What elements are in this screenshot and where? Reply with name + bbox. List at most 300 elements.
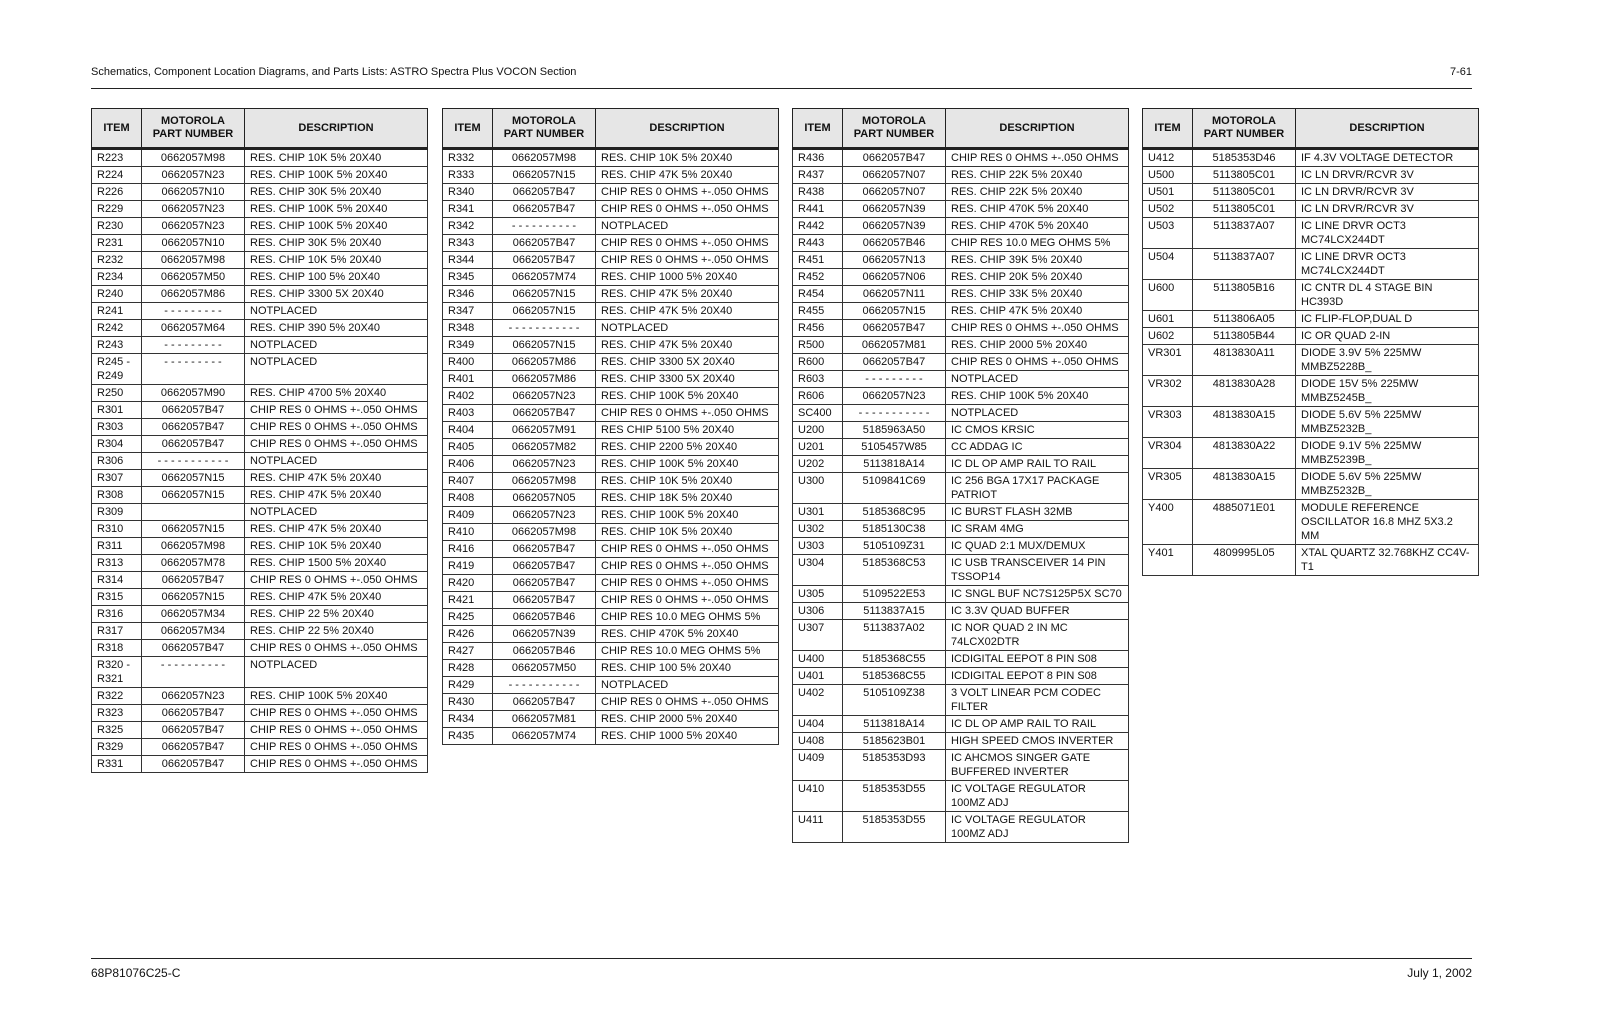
part-number-cell: 0662057N15 bbox=[493, 303, 596, 320]
description-cell: RES. CHIP 1000 5% 20X40 bbox=[596, 728, 779, 745]
part-number-cell: 5105109Z38 bbox=[843, 685, 946, 716]
description-cell: RES. CHIP 22 5% 20X40 bbox=[245, 623, 428, 640]
description-cell: IF 4.3V VOLTAGE DETECTOR bbox=[1296, 149, 1479, 167]
item-cell: R226 bbox=[92, 184, 142, 201]
header-part-number: MOTOROLA PART NUMBER bbox=[843, 109, 946, 149]
item-cell: U600 bbox=[1143, 280, 1193, 311]
table-row bbox=[443, 303, 779, 320]
item-cell: R345 bbox=[443, 269, 493, 286]
item-cell: R409 bbox=[443, 507, 493, 524]
table-row bbox=[443, 575, 779, 592]
item-cell: R455 bbox=[793, 303, 843, 320]
table-row bbox=[443, 235, 779, 252]
table-row bbox=[92, 354, 428, 385]
table-row bbox=[92, 504, 428, 521]
description-cell: RES. CHIP 47K 5% 20X40 bbox=[245, 470, 428, 487]
table-row bbox=[793, 320, 1129, 337]
item-cell: R250 bbox=[92, 385, 142, 402]
item-cell: R317 bbox=[92, 623, 142, 640]
part-number-cell: 5185963A50 bbox=[843, 422, 946, 439]
table-row bbox=[92, 756, 428, 773]
part-number-cell: 0662057M78 bbox=[142, 555, 245, 572]
description-cell: CHIP RES 0 OHMS +-.050 OHMS bbox=[596, 575, 779, 592]
table-row bbox=[92, 606, 428, 623]
table-row bbox=[92, 487, 428, 504]
description-cell: CHIP RES 0 OHMS +-.050 OHMS bbox=[596, 694, 779, 711]
item-cell: R405 bbox=[443, 439, 493, 456]
description-cell: IC LN DRVR/RCVR 3V bbox=[1296, 184, 1479, 201]
table-row bbox=[443, 252, 779, 269]
item-cell: R241 bbox=[92, 303, 142, 320]
description-cell: RES. CHIP 47K 5% 20X40 bbox=[245, 521, 428, 538]
part-number-cell: 5109841C69 bbox=[843, 473, 946, 504]
table-row bbox=[1143, 500, 1479, 545]
item-cell: R306 bbox=[92, 453, 142, 470]
description-cell: CHIP RES 0 OHMS +-.050 OHMS bbox=[245, 739, 428, 756]
part-number-cell: 5113805B44 bbox=[1193, 328, 1296, 345]
part-number-cell: 0662057N23 bbox=[843, 388, 946, 405]
part-number-cell: 0662057N15 bbox=[142, 521, 245, 538]
part-number-cell: 0662057B47 bbox=[493, 252, 596, 269]
part-number-cell: 5113837A15 bbox=[843, 603, 946, 620]
table-row bbox=[1143, 201, 1479, 218]
part-number-cell: 0662057N15 bbox=[493, 286, 596, 303]
item-cell: R347 bbox=[443, 303, 493, 320]
description-cell: CHIP RES 0 OHMS +-.050 OHMS bbox=[245, 756, 428, 773]
item-cell: R224 bbox=[92, 167, 142, 184]
part-number-cell: 5113818A14 bbox=[843, 456, 946, 473]
description-cell: DIODE 3.9V 5% 225MW MMBZ5228B_ bbox=[1296, 345, 1479, 376]
item-cell: U302 bbox=[793, 521, 843, 538]
table-row bbox=[793, 586, 1129, 603]
table-row bbox=[793, 286, 1129, 303]
description-cell: CHIP RES 10.0 MEG OHMS 5% bbox=[946, 235, 1129, 252]
part-number-cell: 0662057B47 bbox=[142, 436, 245, 453]
item-cell: Y400 bbox=[1143, 500, 1193, 545]
table-row bbox=[92, 623, 428, 640]
description-cell: RES. CHIP 47K 5% 20X40 bbox=[596, 337, 779, 354]
description-cell: RES. CHIP 3300 5X 20X40 bbox=[596, 371, 779, 388]
table-row bbox=[443, 371, 779, 388]
part-number-cell: - - - - - - - - - - bbox=[493, 218, 596, 235]
description-cell: RES. CHIP 100 5% 20X40 bbox=[596, 660, 779, 677]
part-number-cell: 0662057B47 bbox=[142, 739, 245, 756]
item-cell: U500 bbox=[1143, 167, 1193, 184]
item-cell: R407 bbox=[443, 473, 493, 490]
part-number-cell: 0662057N23 bbox=[493, 507, 596, 524]
table-row bbox=[443, 592, 779, 609]
table-row bbox=[92, 419, 428, 436]
item-cell: U409 bbox=[793, 750, 843, 781]
item-cell: R325 bbox=[92, 722, 142, 739]
header-item: ITEM bbox=[443, 109, 493, 149]
description-cell: MODULE REFERENCE OSCILLATOR 16.8 MHZ 5X3.2 MM bbox=[1296, 500, 1479, 545]
item-cell: R315 bbox=[92, 589, 142, 606]
table-row bbox=[92, 167, 428, 184]
item-cell: R406 bbox=[443, 456, 493, 473]
item-cell: R401 bbox=[443, 371, 493, 388]
table-row bbox=[92, 555, 428, 572]
description-cell: CHIP RES 0 OHMS +-.050 OHMS bbox=[596, 592, 779, 609]
description-cell: IC QUAD 2:1 MUX/DEMUX bbox=[946, 538, 1129, 555]
part-number-cell: 5105457W85 bbox=[843, 439, 946, 456]
description-cell: IC 256 BGA 17X17 PACKAGE PATRIOT bbox=[946, 473, 1129, 504]
table-row bbox=[793, 354, 1129, 371]
part-number-cell bbox=[142, 504, 245, 521]
item-cell: R437 bbox=[793, 167, 843, 184]
item-cell: R243 bbox=[92, 337, 142, 354]
part-number-cell: 0662057M98 bbox=[493, 473, 596, 490]
description-cell: XTAL QUARTZ 32.768KHZ CC4V-T1 bbox=[1296, 545, 1479, 576]
part-number-cell: 0662057N07 bbox=[843, 184, 946, 201]
description-cell: RES. CHIP 1000 5% 20X40 bbox=[596, 269, 779, 286]
part-number-cell: 0662057B47 bbox=[493, 405, 596, 422]
item-cell: R500 bbox=[793, 337, 843, 354]
table-row bbox=[92, 320, 428, 337]
description-cell: CHIP RES 0 OHMS +-.050 OHMS bbox=[596, 235, 779, 252]
item-cell: R434 bbox=[443, 711, 493, 728]
part-number-cell: 0662057N39 bbox=[493, 626, 596, 643]
part-number-cell: 0662057M34 bbox=[142, 606, 245, 623]
description-cell: IC OR QUAD 2-IN bbox=[1296, 328, 1479, 345]
table-row bbox=[793, 668, 1129, 685]
description-cell: IC VOLTAGE REGULATOR 100MZ ADJ bbox=[946, 812, 1129, 843]
table-row bbox=[92, 252, 428, 269]
table-row bbox=[92, 201, 428, 218]
table-row bbox=[443, 677, 779, 694]
description-cell: CHIP RES 0 OHMS +-.050 OHMS bbox=[245, 640, 428, 657]
part-number-cell: 4813830A28 bbox=[1193, 376, 1296, 407]
description-cell: DIODE 5.6V 5% 225MW MMBZ5232B_ bbox=[1296, 407, 1479, 438]
item-cell: U304 bbox=[793, 555, 843, 586]
table-row bbox=[92, 385, 428, 402]
description-cell: RES. CHIP 100K 5% 20X40 bbox=[946, 388, 1129, 405]
description-cell: RES. CHIP 39K 5% 20X40 bbox=[946, 252, 1129, 269]
table-row bbox=[1143, 345, 1479, 376]
item-cell: R416 bbox=[443, 541, 493, 558]
part-number-cell: - - - - - - - - - bbox=[142, 354, 245, 385]
description-cell: CHIP RES 10.0 MEG OHMS 5% bbox=[596, 643, 779, 660]
part-number-cell: 0662057M64 bbox=[142, 320, 245, 337]
description-cell: CHIP RES 0 OHMS +-.050 OHMS bbox=[596, 252, 779, 269]
description-cell: IC DL OP AMP RAIL TO RAIL bbox=[946, 456, 1129, 473]
item-cell: U601 bbox=[1143, 311, 1193, 328]
item-cell: U201 bbox=[793, 439, 843, 456]
description-cell: CHIP RES 0 OHMS +-.050 OHMS bbox=[946, 354, 1129, 371]
description-cell: NOTPLACED bbox=[245, 354, 428, 385]
description-cell: HIGH SPEED CMOS INVERTER bbox=[946, 733, 1129, 750]
header-part-number: MOTOROLA PART NUMBER bbox=[493, 109, 596, 149]
description-cell: RES. CHIP 10K 5% 20X40 bbox=[596, 473, 779, 490]
table-row bbox=[92, 739, 428, 756]
item-cell: R443 bbox=[793, 235, 843, 252]
description-cell: RES. CHIP 10K 5% 20X40 bbox=[245, 538, 428, 555]
item-cell: R344 bbox=[443, 252, 493, 269]
table-row bbox=[793, 303, 1129, 320]
table-row bbox=[793, 603, 1129, 620]
part-number-cell: 5185368C95 bbox=[843, 504, 946, 521]
part-number-cell: 0662057M98 bbox=[142, 252, 245, 269]
description-cell: RES. CHIP 4700 5% 20X40 bbox=[245, 385, 428, 402]
table-row bbox=[793, 235, 1129, 252]
table-row bbox=[793, 337, 1129, 354]
item-cell: R400 bbox=[443, 354, 493, 371]
item-cell: R402 bbox=[443, 388, 493, 405]
description-cell: RES. CHIP 3300 5X 20X40 bbox=[596, 354, 779, 371]
description-cell: RES. CHIP 20K 5% 20X40 bbox=[946, 269, 1129, 286]
description-cell: RES. CHIP 100K 5% 20X40 bbox=[245, 218, 428, 235]
header-item: ITEM bbox=[1143, 109, 1193, 149]
part-number-cell: 0662057B47 bbox=[493, 694, 596, 711]
description-cell: RES. CHIP 10K 5% 20X40 bbox=[596, 149, 779, 167]
description-cell: RES. CHIP 100K 5% 20X40 bbox=[596, 456, 779, 473]
table-row bbox=[443, 405, 779, 422]
table-row bbox=[1143, 376, 1479, 407]
part-number-cell: 0662057M91 bbox=[493, 422, 596, 439]
item-cell: R346 bbox=[443, 286, 493, 303]
description-cell: RES. CHIP 3300 5X 20X40 bbox=[245, 286, 428, 303]
table-row bbox=[92, 184, 428, 201]
description-cell: NOTPLACED bbox=[596, 320, 779, 337]
table-row bbox=[793, 620, 1129, 651]
description-cell: RES. CHIP 470K 5% 20X40 bbox=[596, 626, 779, 643]
part-number-cell: 0662057M82 bbox=[493, 439, 596, 456]
part-number-cell: 5185353D46 bbox=[1193, 149, 1296, 167]
item-cell: U504 bbox=[1143, 249, 1193, 280]
description-cell: DIODE 15V 5% 225MW MMBZ5245B_ bbox=[1296, 376, 1479, 407]
item-cell: R451 bbox=[793, 252, 843, 269]
part-number-cell: - - - - - - - - - - - bbox=[142, 453, 245, 470]
description-cell: RES. CHIP 22K 5% 20X40 bbox=[946, 184, 1129, 201]
item-cell: R425 bbox=[443, 609, 493, 626]
table-row bbox=[793, 167, 1129, 184]
table-row bbox=[92, 705, 428, 722]
item-cell: R426 bbox=[443, 626, 493, 643]
description-cell: RES. CHIP 47K 5% 20X40 bbox=[946, 303, 1129, 320]
item-cell: R301 bbox=[92, 402, 142, 419]
item-cell: U401 bbox=[793, 668, 843, 685]
part-number-cell: 5185368C55 bbox=[843, 668, 946, 685]
description-cell: RES. CHIP 2000 5% 20X40 bbox=[596, 711, 779, 728]
table-row bbox=[793, 269, 1129, 286]
item-cell: R230 bbox=[92, 218, 142, 235]
description-cell: IC NOR QUAD 2 IN MC 74LCX02DTR bbox=[946, 620, 1129, 651]
item-cell: U306 bbox=[793, 603, 843, 620]
part-number-cell: 5113805C01 bbox=[1193, 167, 1296, 184]
part-number-cell: 0662057B47 bbox=[493, 558, 596, 575]
document-date: July 1, 2002 bbox=[1407, 966, 1472, 980]
part-number-cell: 0662057M50 bbox=[142, 269, 245, 286]
header-part-number: MOTOROLA PART NUMBER bbox=[142, 109, 245, 149]
table-row bbox=[793, 781, 1129, 812]
description-cell: IC LN DRVR/RCVR 3V bbox=[1296, 167, 1479, 184]
table-row bbox=[793, 812, 1129, 843]
part-number-cell: 0662057M98 bbox=[142, 538, 245, 555]
description-cell: IC VOLTAGE REGULATOR 100MZ ADJ bbox=[946, 781, 1129, 812]
part-number-cell: - - - - - - - - - - bbox=[142, 657, 245, 688]
description-cell: CHIP RES 0 OHMS +-.050 OHMS bbox=[245, 722, 428, 739]
page-title: Schematics, Component Location Diagrams, and Parts Lists: ASTRO Spectra Plus VOCON Section bbox=[91, 66, 577, 78]
table-row bbox=[92, 521, 428, 538]
part-number-cell: 0662057M98 bbox=[142, 149, 245, 167]
part-number-cell: 0662057N15 bbox=[142, 487, 245, 504]
part-number-cell: 0662057N07 bbox=[843, 167, 946, 184]
part-number-cell: 5185623B01 bbox=[843, 733, 946, 750]
header-description: DESCRIPTION bbox=[596, 109, 779, 149]
item-cell: U502 bbox=[1143, 201, 1193, 218]
description-cell: CHIP RES 0 OHMS +-.050 OHMS bbox=[596, 405, 779, 422]
table-row bbox=[793, 555, 1129, 586]
part-number-cell: 5113805C01 bbox=[1193, 201, 1296, 218]
table-row bbox=[793, 750, 1129, 781]
item-cell: R318 bbox=[92, 640, 142, 657]
item-cell: R303 bbox=[92, 419, 142, 436]
item-cell: R309 bbox=[92, 504, 142, 521]
part-number-cell: 5113818A14 bbox=[843, 716, 946, 733]
description-cell: RES. CHIP 470K 5% 20X40 bbox=[946, 218, 1129, 235]
description-cell: IC FLIP-FLOP,DUAL D bbox=[1296, 311, 1479, 328]
description-cell: NOTPLACED bbox=[245, 453, 428, 470]
item-cell: R348 bbox=[443, 320, 493, 337]
part-number-cell: 0662057B47 bbox=[843, 354, 946, 371]
description-cell: RES. CHIP 10K 5% 20X40 bbox=[245, 149, 428, 167]
part-number-cell: 4813830A11 bbox=[1193, 345, 1296, 376]
item-cell: U410 bbox=[793, 781, 843, 812]
item-cell: R242 bbox=[92, 320, 142, 337]
part-number-cell: - - - - - - - - - bbox=[142, 337, 245, 354]
part-number-cell: - - - - - - - - - - - bbox=[493, 320, 596, 337]
table-row bbox=[793, 405, 1129, 422]
part-number-cell: 5185353D55 bbox=[843, 781, 946, 812]
part-number-cell: 0662057B47 bbox=[843, 149, 946, 167]
part-number-cell: 0662057M34 bbox=[142, 623, 245, 640]
header-description: DESCRIPTION bbox=[1296, 109, 1479, 149]
part-number-cell: 0662057N15 bbox=[142, 589, 245, 606]
parts-table-4 bbox=[1142, 108, 1479, 576]
description-cell: RES. CHIP 47K 5% 20X40 bbox=[245, 589, 428, 606]
document-number: 68P81076C25-C bbox=[91, 966, 181, 980]
part-number-cell: 0662057B46 bbox=[493, 609, 596, 626]
item-cell: R441 bbox=[793, 201, 843, 218]
item-cell: R308 bbox=[92, 487, 142, 504]
part-number-cell: 5185368C53 bbox=[843, 555, 946, 586]
part-number-cell: 0662057N11 bbox=[843, 286, 946, 303]
item-cell: U408 bbox=[793, 733, 843, 750]
item-cell: VR301 bbox=[1143, 345, 1193, 376]
part-number-cell: 0662057N23 bbox=[142, 688, 245, 705]
part-number-cell: 0662057B47 bbox=[493, 592, 596, 609]
description-cell: DIODE 9.1V 5% 225MW MMBZ5239B_ bbox=[1296, 438, 1479, 469]
description-cell: IC LINE DRVR OCT3 MC74LCX244DT bbox=[1296, 249, 1479, 280]
item-cell: R452 bbox=[793, 269, 843, 286]
part-number-cell: 5113837A02 bbox=[843, 620, 946, 651]
table-row bbox=[92, 269, 428, 286]
table-row bbox=[443, 218, 779, 235]
item-cell: R329 bbox=[92, 739, 142, 756]
part-number-cell: 0662057N23 bbox=[142, 201, 245, 218]
table-row bbox=[92, 538, 428, 555]
table-row bbox=[793, 184, 1129, 201]
part-number-cell: 4885071E01 bbox=[1193, 500, 1296, 545]
description-cell: DIODE 5.6V 5% 225MW MMBZ5232B_ bbox=[1296, 469, 1479, 500]
description-cell: RES. CHIP 100K 5% 20X40 bbox=[245, 688, 428, 705]
description-cell: IC SNGL BUF NC7S125P5X SC70 bbox=[946, 586, 1129, 603]
item-cell: R223 bbox=[92, 149, 142, 167]
item-cell: R438 bbox=[793, 184, 843, 201]
item-cell: R333 bbox=[443, 167, 493, 184]
table-row bbox=[443, 149, 779, 167]
description-cell: NOTPLACED bbox=[596, 677, 779, 694]
table-row bbox=[793, 651, 1129, 668]
table-row bbox=[92, 640, 428, 657]
item-cell: R419 bbox=[443, 558, 493, 575]
part-number-cell: 0662057M86 bbox=[142, 286, 245, 303]
part-number-cell: 5113837A07 bbox=[1193, 249, 1296, 280]
table-row bbox=[92, 337, 428, 354]
description-cell: CHIP RES 0 OHMS +-.050 OHMS bbox=[596, 201, 779, 218]
parts-table-3 bbox=[792, 108, 1129, 843]
table-row bbox=[443, 269, 779, 286]
part-number-cell: 0662057B47 bbox=[142, 419, 245, 436]
header-part-number: MOTOROLA PART NUMBER bbox=[1193, 109, 1296, 149]
item-cell: R603 bbox=[793, 371, 843, 388]
item-cell: U503 bbox=[1143, 218, 1193, 249]
item-cell: U400 bbox=[793, 651, 843, 668]
item-cell: R304 bbox=[92, 436, 142, 453]
table-row bbox=[1143, 218, 1479, 249]
description-cell: RES. CHIP 100K 5% 20X40 bbox=[245, 201, 428, 218]
description-cell: IC USB TRANSCEIVER 14 PIN TSSOP14 bbox=[946, 555, 1129, 586]
item-cell: U305 bbox=[793, 586, 843, 603]
part-number-cell: 0662057N10 bbox=[142, 184, 245, 201]
table-row bbox=[443, 320, 779, 337]
table-row bbox=[793, 371, 1129, 388]
table-row bbox=[443, 728, 779, 745]
item-cell: R442 bbox=[793, 218, 843, 235]
table-row bbox=[793, 504, 1129, 521]
item-cell: R429 bbox=[443, 677, 493, 694]
page-number: 7-61 bbox=[1449, 66, 1472, 78]
description-cell: CHIP RES 0 OHMS +-.050 OHMS bbox=[596, 184, 779, 201]
item-cell: R427 bbox=[443, 643, 493, 660]
item-cell: R349 bbox=[443, 337, 493, 354]
table-row bbox=[92, 722, 428, 739]
table-row bbox=[92, 303, 428, 320]
item-cell: R331 bbox=[92, 756, 142, 773]
part-number-cell: 5113805B16 bbox=[1193, 280, 1296, 311]
table-row bbox=[92, 688, 428, 705]
description-cell: RES. CHIP 2000 5% 20X40 bbox=[946, 337, 1129, 354]
item-cell: R430 bbox=[443, 694, 493, 711]
description-cell: RES. CHIP 47K 5% 20X40 bbox=[596, 303, 779, 320]
description-cell: IC CNTR DL 4 STAGE BIN HC393D bbox=[1296, 280, 1479, 311]
item-cell: R341 bbox=[443, 201, 493, 218]
table-row bbox=[443, 201, 779, 218]
part-number-cell: 0662057M86 bbox=[493, 354, 596, 371]
table-row bbox=[92, 149, 428, 167]
part-number-cell: 0662057M50 bbox=[493, 660, 596, 677]
table-row bbox=[793, 149, 1129, 167]
part-number-cell: 4813830A15 bbox=[1193, 407, 1296, 438]
part-number-cell: 0662057B47 bbox=[493, 235, 596, 252]
part-number-cell: 0662057B47 bbox=[493, 575, 596, 592]
item-cell: R435 bbox=[443, 728, 493, 745]
item-cell: U402 bbox=[793, 685, 843, 716]
part-number-cell: 0662057M86 bbox=[493, 371, 596, 388]
item-cell: R307 bbox=[92, 470, 142, 487]
description-cell: CHIP RES 0 OHMS +-.050 OHMS bbox=[245, 705, 428, 722]
item-cell: Y401 bbox=[1143, 545, 1193, 576]
